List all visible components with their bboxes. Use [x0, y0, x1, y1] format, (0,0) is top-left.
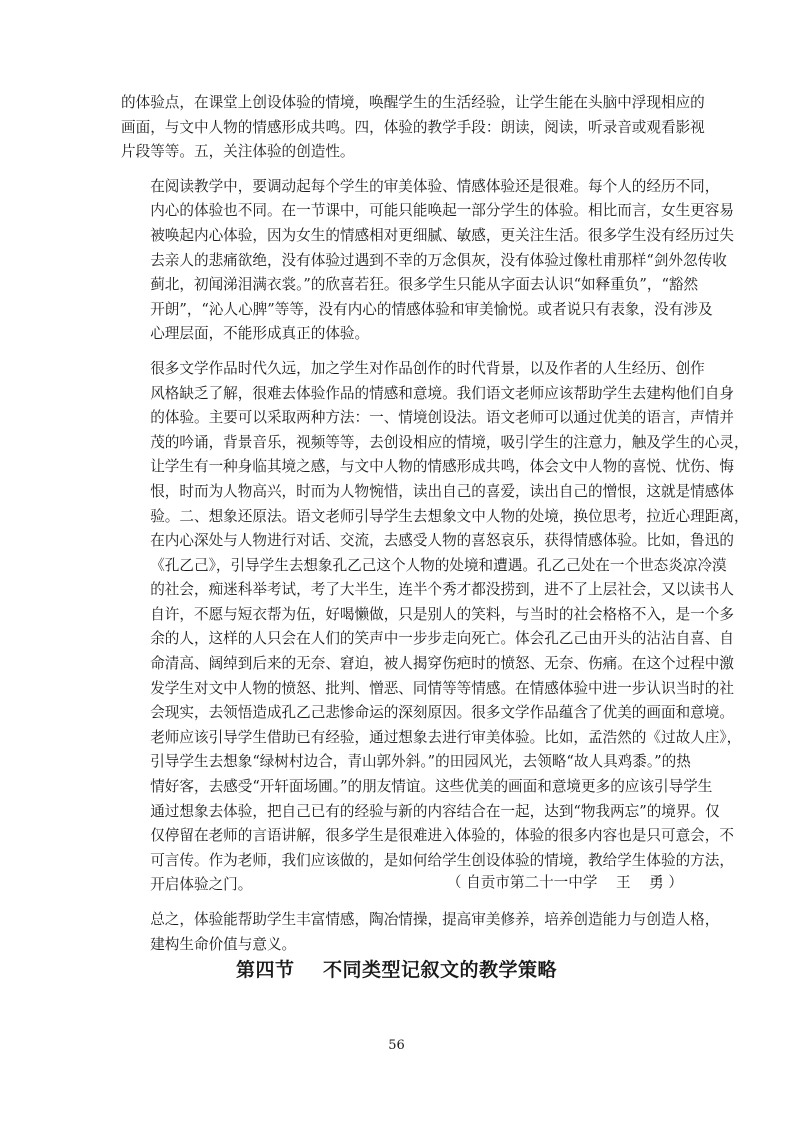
paragraph-line: 老师应该引导学生借助已有经验，通过想象去进行审美体验。比如，孟浩然的《过故人庄》， — [150, 728, 742, 746]
paragraph-line: 的社会，痴迷科举考试，考了大半生，连半个秀才都没捞到，进不了上层社会，又以读书人 — [150, 581, 734, 599]
paragraph-line: 自许，不愿与短衣帮为伍，好喝懒做，只是别人的笑料，与当时的社会格格不入，是一个多 — [150, 605, 734, 623]
paragraph-line: 通过想象去体验，把自己已有的经验与新的内容结合在一起，达到“物我两忘”的境界。仅 — [150, 802, 720, 820]
paragraph-line: 总之，体验能帮助学生丰富情感，陶冶情操，提高审美修养，培养创造能力与创造人格， — [150, 911, 720, 928]
paragraph-line: 心理层面，不能形成真正的体验。 — [150, 325, 370, 343]
section-heading: 第四节 不同类型记叙文的教学策略 — [236, 959, 557, 981]
paragraph-line: 画面，与文中人物的情感形成共鸣。四，体验的教学手段：朗读，阅读，听录音或观看影视 — [121, 118, 705, 136]
author-signature: （ 自贡市第二十一中学 王 勇 ） — [446, 874, 683, 891]
paragraph-line: 恨，时而为人物高兴，时而为人物惋惜，读出自己的喜爱，读出自己的憎恨，这就是情感体 — [150, 482, 734, 500]
paragraph-line: 内心的体验也不同。在一节课中，可能只能唤起一部分学生的体验。相比而言，女生更容易 — [150, 202, 734, 220]
paragraph-line: 在内心深处与人物进行对话、交流，去感受人物的喜怒哀乐，获得情感体验。比如，鲁迅的 — [150, 532, 734, 550]
body-paragraph — [121, 175, 734, 347]
body-paragraph — [121, 357, 749, 898]
paragraph-line: 风格缺乏了解，很难去体验作品的情感和意境。我们语文老师应该帮助学生去建构他们自身 — [150, 384, 734, 402]
paragraph-line: 发学生对文中人物的愤怒、批判、憎恶、同情等等情感。在情感体验中进一步认识当时的社 — [150, 679, 734, 697]
paragraph-line: 让学生有一种身临其境之感，与文中人物的情感形成共鸣，体会文中人物的喜悦、忧伤、悔 — [150, 458, 734, 476]
paragraph-line: 会现实，去领悟造成孔乙己悲惨命运的深刻原因。很多文学作品蕴含了优美的画面和意境。 — [150, 704, 734, 722]
body-paragraph — [121, 908, 720, 957]
body-paragraph — [121, 91, 705, 165]
body-text — [121, 91, 749, 967]
paragraph-line: 很多文学作品时代久远，加之学生对作品创作的时代背景，以及作者的人生经历、创作 — [150, 359, 705, 377]
page-number: 56 — [388, 1038, 405, 1053]
paragraph-line: 被唤起内心体验，因为女生的情感相对更细腻、敏感，更关注生活。很多学生没有经历过失 — [150, 226, 734, 244]
paragraph-line: 去亲人的悲痛欲绝，没有体验过遇到不幸的万念俱灰，没有体验过像杜甫那样“剑外忽传收 — [150, 251, 727, 269]
paragraph-line: 验。二、想象还原法。语文老师引导学生去想象文中人物的处境，换位思考，拉近心理距离， — [150, 507, 749, 525]
paragraph-line: 引导学生去想象“绿树村边合，青山郭外斜。”的田园风光，去领略“故人具鸡黍。”的热 — [150, 753, 691, 771]
paragraph-line: 开启体验之门。 — [150, 876, 253, 894]
paragraph-line: 茂的吟诵，背景音乐，视频等等，去创设相应的情境，吸引学生的注意力，触及学生的心灵， — [150, 433, 749, 451]
paragraph-line: 命清高、阔绰到后来的无奈、窘迫，被人揭穿伤疤时的愤怒、无奈、伤痛。在这个过程中激 — [150, 655, 734, 673]
paragraph-line: 的体验。主要可以采取两种方法：一、情境创设法。语文老师可以通过优美的语言，声情并 — [150, 409, 734, 427]
paragraph-line: 余的人，这样的人只会在人们的笑声中一步步走向死亡。体会孔乙己由开头的沾沾自喜、自 — [150, 630, 734, 648]
paragraph-line: 建构生命价值与意义。 — [150, 935, 297, 953]
paragraph-line: 开朗”，“沁人心脾”等等，没有内心的情感体验和审美愉悦。或者说只有表象，没有涉及 — [150, 300, 713, 318]
paragraph-line: 《孔乙己》，引导学生去想象孔乙己这个人物的处境和遭遇。孔乙己处在一个世态炎凉冷漠 — [150, 556, 727, 574]
paragraph-line: 在阅读教学中，要调动起每个学生的审美体验、情感体验还是很难。每个人的经历不同， — [150, 177, 720, 195]
paragraph-line: 的体验点，在课堂上创设体验的情境，唤醒学生的生活经验，让学生能在头脑中浮现相应的 — [121, 94, 705, 111]
paragraph-line: 情好客，去感受“开轩面场圃。”的朋友情谊。这些优美的画面和意境更多的应该引导学生 — [150, 778, 713, 796]
paragraph-line: 蓟北，初闻涕泪满衣裳。”的欣喜若狂。很多学生只能从字面去认识“如释重负”，“豁然 — [150, 276, 699, 294]
paragraph-line: 片段等等。五，关注体验的创造性。 — [121, 143, 355, 161]
paragraph-line: 仅停留在老师的言语讲解，很多学生是很难进入体验的，体验的很多内容也是只可意会，不 — [150, 827, 734, 845]
paragraph-line: 可言传。作为老师，我们应该做的，是如何给学生创设体验的情境，教给学生体验的方法， — [150, 851, 734, 869]
